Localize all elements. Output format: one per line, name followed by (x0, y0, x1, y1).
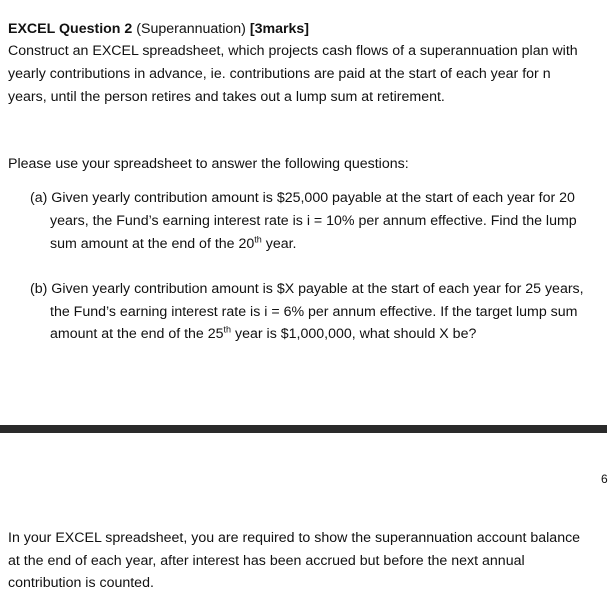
question-title-marks: [3marks] (249, 21, 309, 37)
part-a-line-2: years, the Fund’s earning interest rate is i = 10% per annum effective. Find the lump (50, 213, 577, 229)
instruction-text: Please use your spreadsheet to answer the following questions: (8, 156, 409, 172)
question-title-topic: (Superannuation) (132, 21, 250, 37)
question-title-bold: EXCEL Question 2 (8, 21, 133, 37)
part-b-line-2: the Fund’s earning interest rate is i = 6% per annum effective. If the target lump sum (50, 304, 578, 320)
part-b-line-3-text: amount at the end of the 25 (50, 326, 224, 342)
part-a-line-3-text: sum amount at the end of the 20 (50, 236, 255, 252)
part-b-line-3-end: year is $1,000,000, what should X be? (231, 326, 477, 342)
note-line-1: In your EXCEL spreadsheet, you are required to show the superannuation account balance (8, 530, 581, 546)
question-title (8, 18, 309, 40)
part-a-line-1: (a) Given yearly contribution amount is $25,000 payable at the start of each year for 20 (30, 190, 575, 206)
intro-line-3: years, until the person retires and takes out a lump sum at retirement. (8, 89, 445, 105)
part-a-ordinal-suffix: th (254, 234, 262, 245)
part-b-line-1: (b) Given yearly contribution amount is $X payable at the start of each year for 25 years, (30, 281, 584, 297)
intro-line-1: Construct an EXCEL spreadsheet, which projects cash flows of a superannuation plan with (8, 43, 578, 59)
part-a-line-3 (50, 233, 297, 255)
part-b-line-3 (50, 323, 476, 345)
page-divider (0, 425, 607, 433)
intro-line-2: yearly contributions in advance, ie. contributions are paid at the start of each year for n (8, 66, 551, 82)
part-b-ordinal-suffix: th (223, 324, 232, 335)
note-line-3: contribution is counted. (8, 575, 154, 591)
page-number: 6 (601, 472, 608, 486)
part-a-line-3-end: year. (261, 236, 297, 252)
note-line-2: at the end of each year, after interest has been accrued but before the next annual (8, 553, 525, 569)
